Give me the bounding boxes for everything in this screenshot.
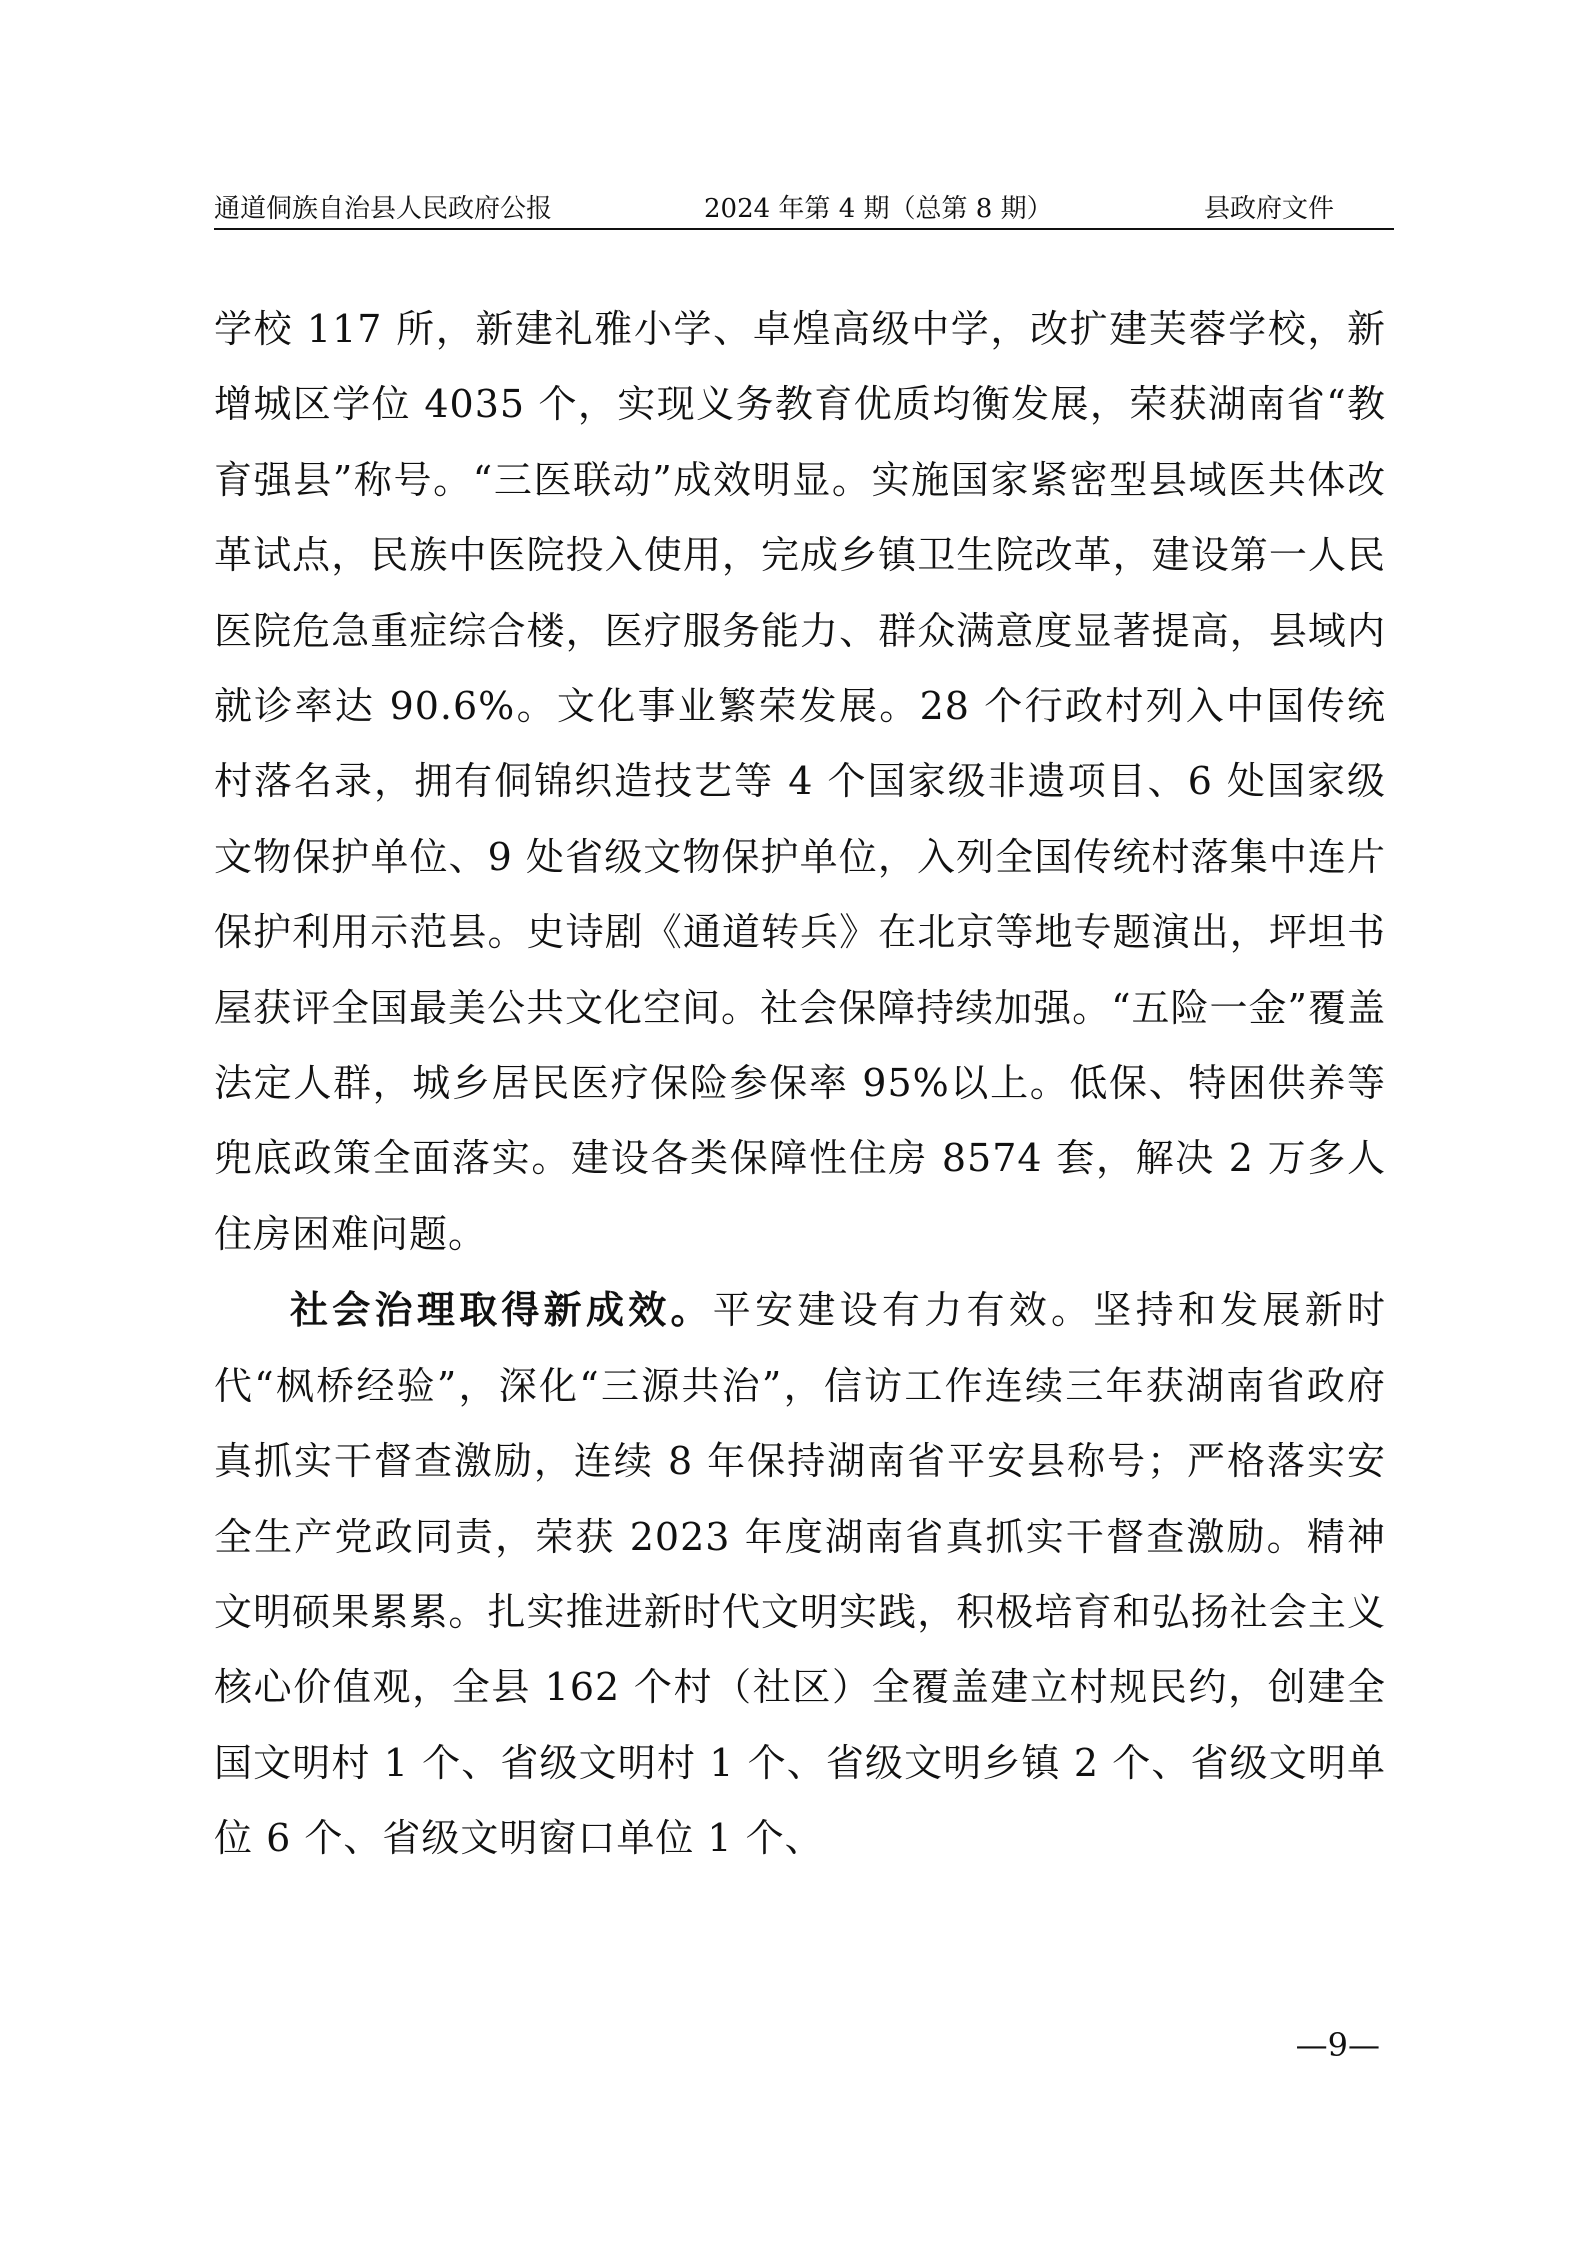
header-issue-number: 2024 年第 4 期（总第 8 期） <box>704 194 1053 224</box>
paragraph-2 <box>214 1272 1386 1876</box>
running-header <box>214 190 1394 230</box>
paragraph-1 <box>214 292 1386 1272</box>
paragraph-2-text: 平安建设有力有效。坚持和发展新时代“枫桥经验”，深化“三源共治”，信访工作连续三年获湖南省政府真抓实干督查激励，连续 8 年保持湖南省平安县称号；严格落实安全生产党政同责，荣获 2023 年度湖南省真抓实干督查激励。精神文明硕果累累。扎实推进新时代文明实践，积极培育和弘扬社会主义核心价值观，全县 162 个村（社区）全覆盖建立村规民约，创建全国文明村 1 个、省级文明村 1 个、省级文明乡镇 2 个、省级文明单位 6 个、省级文明窗口单位 1 个、 <box>214 1288 1386 1861</box>
paragraph-2-lead: 社会治理取得新成效。 <box>290 1287 713 1333</box>
header-section-name: 县政府文件 <box>1203 194 1334 224</box>
page-number: —9— <box>1295 2026 1380 2064</box>
document-body <box>214 292 1386 1877</box>
header-publication-title: 通道侗族自治县人民政府公报 <box>214 194 553 224</box>
paragraph-1-text: 学校 117 所，新建礼雅小学、卓煌高级中学，改扩建芙蓉学校，新增城区学位 4035 个，实现义务教育优质均衡发展，荣获湖南省“教育强县”称号。“三医联动”成效明显。实施国家紧密型县域医共体改革试点，民族中医院投入使用，完成乡镇卫生院改革，建设第一人民医院危急重症综合楼，医疗服务能力、群众满意度显著提高，县域内就诊率达 90.6%。文化事业繁荣发展。28 个行政村列入中国传统村落名录，拥有侗锦织造技艺等 4 个国家级非遗项目、6 处国家级文物保护单位、9 处省级文物保护单位，入列全国传统村落集中连片保护利用示范县。史诗剧《通道转兵》在北京等地专题演出，坪坦书屋获评全国最美公共文化空间。社会保障持续加强。“五险一金”覆盖法定人群，城乡居民医疗保险参保率 95%以上。低保、特困供养等兜底政策全面落实。建设各类保障性住房 8574 套，解决 2 万多人住房困难问题。 <box>214 307 1386 1256</box>
